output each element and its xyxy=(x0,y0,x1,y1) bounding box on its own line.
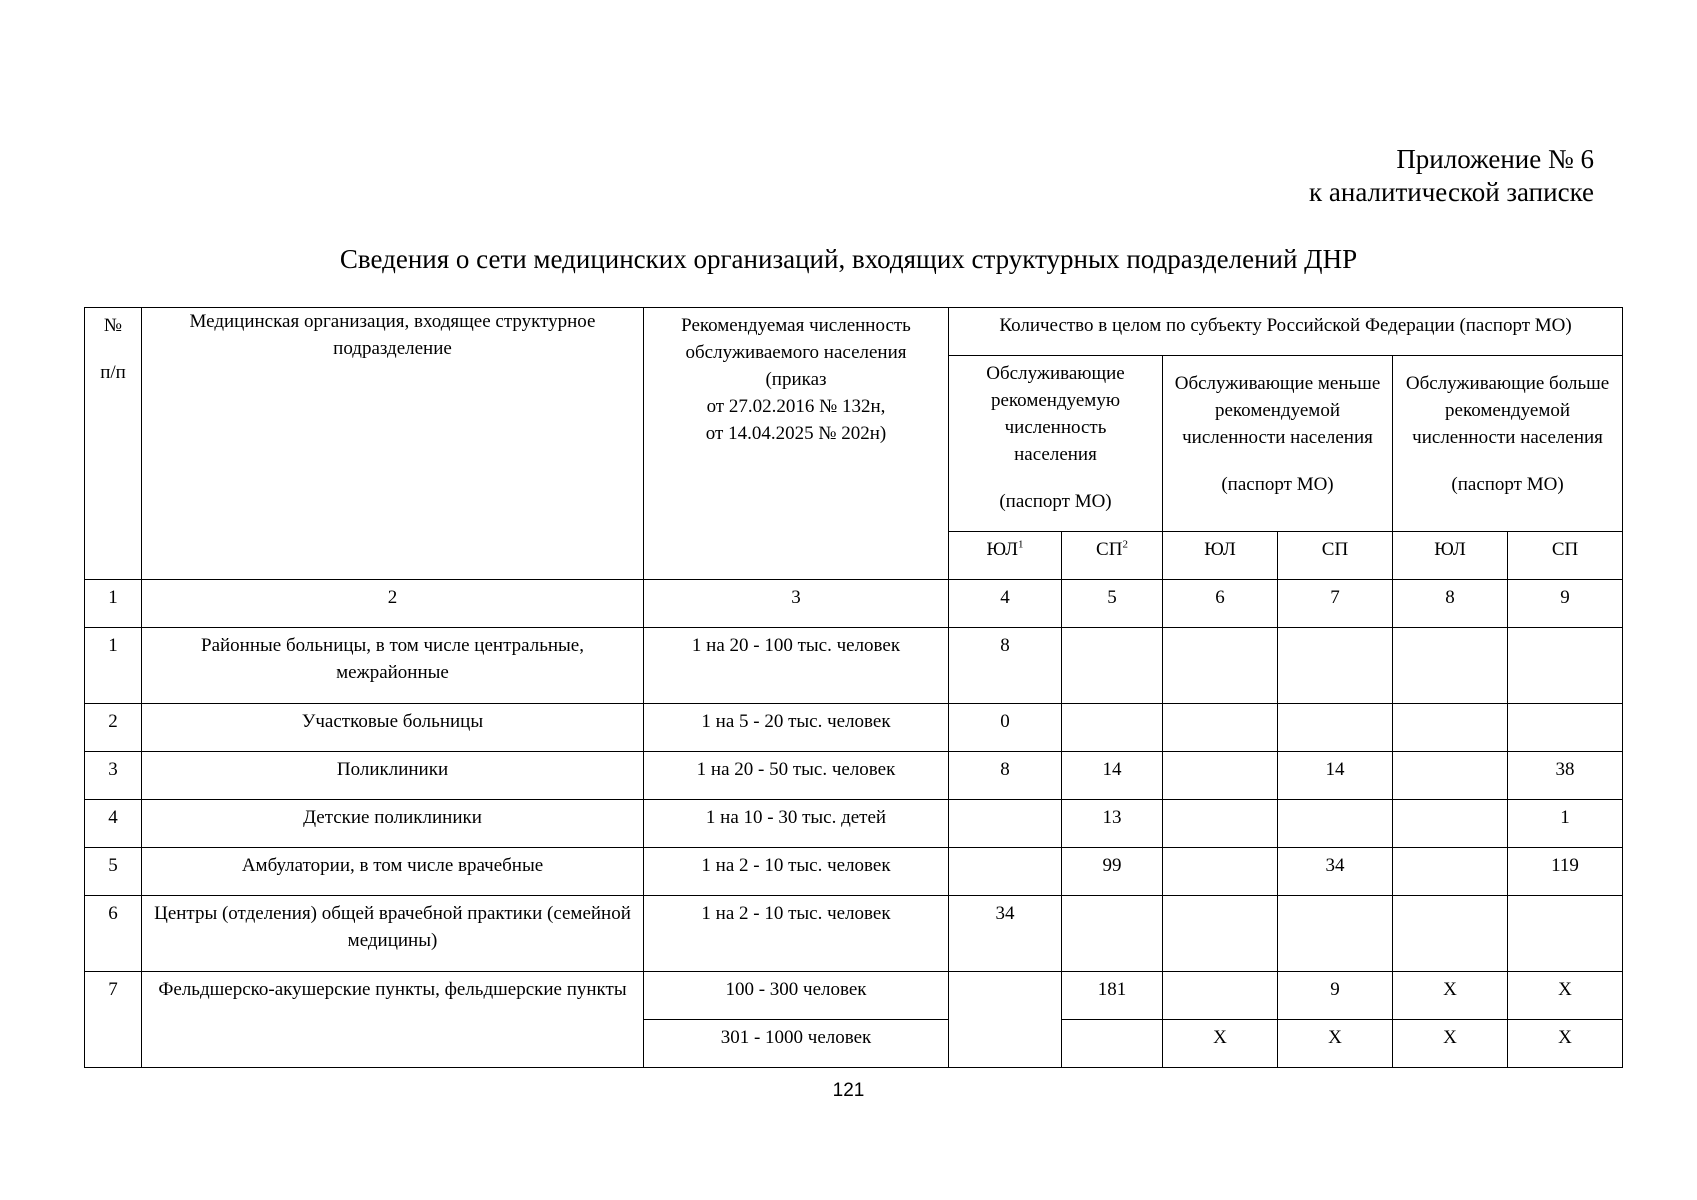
table-row xyxy=(85,628,1623,704)
table-row xyxy=(85,800,1623,848)
cell-sp-recommended xyxy=(1062,628,1163,704)
cell-yul-more xyxy=(1393,704,1508,752)
column-number-row xyxy=(85,580,1623,628)
cell-sp-more: Х xyxy=(1508,1020,1623,1068)
cell-yul-less xyxy=(1163,972,1278,1020)
cell-yul-less xyxy=(1163,628,1278,704)
cell-sp-less: Х xyxy=(1278,1020,1393,1068)
row-number: 6 xyxy=(85,896,142,972)
cell-yul-less xyxy=(1163,848,1278,896)
recommended-norm: 1 на 2 - 10 тыс. человек xyxy=(644,848,949,896)
cell-yul-less xyxy=(1163,704,1278,752)
table-row xyxy=(85,848,1623,896)
cell-sp-less: 14 xyxy=(1278,752,1393,800)
organization-name: Фельдшерско-акушерские пункты, фельдшерские пункты xyxy=(142,972,644,1068)
cell-sp-more xyxy=(1508,628,1623,704)
cell-yul-more: Х xyxy=(1393,972,1508,1020)
row-number: 5 xyxy=(85,848,142,896)
cell-yul-more xyxy=(1393,896,1508,972)
cell-sp-more xyxy=(1508,704,1623,752)
header-number-cell xyxy=(85,308,142,580)
organization-name: Центры (отделения) общей врачебной практики (семейной медицины) xyxy=(142,896,644,972)
column-number: 9 xyxy=(1508,580,1623,628)
recommended-norm: 100 - 300 человек xyxy=(644,972,949,1020)
header-sp-less: СП xyxy=(1278,532,1393,580)
table-row xyxy=(85,752,1623,800)
cell-sp-more: 38 xyxy=(1508,752,1623,800)
header-serving-more: Обслуживающие больше рекомендуемой численности населения (паспорт МО) xyxy=(1393,356,1623,532)
header-row xyxy=(85,308,1623,356)
header-number-pp: п/п xyxy=(100,362,126,383)
cell-sp-recommended: 14 xyxy=(1062,752,1163,800)
recommended-norm: 1 на 2 - 10 тыс. человек xyxy=(644,896,949,972)
row-number: 1 xyxy=(85,628,142,704)
page-number: 121 xyxy=(832,1080,865,1101)
header-organization: Медицинская организация, входящее структурное подразделение xyxy=(142,308,644,580)
cell-yul-more xyxy=(1393,752,1508,800)
footnote-2-marker: 2 xyxy=(1122,538,1128,551)
cell-yul-more: Х xyxy=(1393,1020,1508,1068)
cell-sp-less xyxy=(1278,896,1393,972)
cell-yul-recommended: 8 xyxy=(949,628,1062,704)
cell-sp-recommended xyxy=(1062,896,1163,972)
recommended-norm: 1 на 20 - 50 тыс. человек xyxy=(644,752,949,800)
cell-yul-recommended: 0 xyxy=(949,704,1062,752)
column-number: 8 xyxy=(1393,580,1508,628)
column-number: 6 xyxy=(1163,580,1278,628)
appendix-heading xyxy=(1309,143,1594,209)
recommended-norm: 1 на 20 - 100 тыс. человек xyxy=(644,628,949,704)
appendix-reference: к аналитической записке xyxy=(1309,177,1594,207)
cell-yul-less xyxy=(1163,800,1278,848)
column-number: 1 xyxy=(85,580,142,628)
header-sp-recommended: $СП^2$ xyxy=(1062,532,1163,580)
cell-sp-recommended: 181 xyxy=(1062,972,1163,1020)
row-number: 3 xyxy=(85,752,142,800)
cell-sp-more: 119 xyxy=(1508,848,1623,896)
organization-name: Районные больницы, в том числе центральные, межрайонные xyxy=(142,628,644,704)
appendix-number: Приложение № 6 xyxy=(1396,144,1594,174)
table-row xyxy=(85,896,1623,972)
cell-yul-less xyxy=(1163,896,1278,972)
organization-name: Поликлиники xyxy=(142,752,644,800)
cell-yul-more xyxy=(1393,628,1508,704)
cell-yul-recommended: 34 xyxy=(949,896,1062,972)
cell-sp-more: Х xyxy=(1508,972,1623,1020)
cell-sp-less xyxy=(1278,800,1393,848)
cell-yul-less xyxy=(1163,752,1278,800)
header-yul-recommended: $ЮЛ^1$ xyxy=(949,532,1062,580)
header-yul-less: ЮЛ xyxy=(1163,532,1278,580)
recommended-norm: 1 на 5 - 20 тыс. человек xyxy=(644,704,949,752)
column-number: 3 xyxy=(644,580,949,628)
cell-yul-recommended xyxy=(949,848,1062,896)
organization-name: Детские поликлиники xyxy=(142,800,644,848)
medical-network-table xyxy=(84,307,1623,1068)
table-row xyxy=(85,704,1623,752)
cell-yul-more xyxy=(1393,848,1508,896)
header-yul-more: ЮЛ xyxy=(1393,532,1508,580)
cell-yul-recommended xyxy=(949,800,1062,848)
recommended-norm: 301 - 1000 человек xyxy=(644,1020,949,1068)
cell-sp-recommended xyxy=(1062,704,1163,752)
document-title: Сведения о сети медицинских организаций, входящих структурных подразделений ДНР xyxy=(339,244,1358,274)
organization-name: Амбулатории, в том числе врачебные xyxy=(142,848,644,896)
column-number: 4 xyxy=(949,580,1062,628)
row-number: 7 xyxy=(85,972,142,1068)
column-number: 7 xyxy=(1278,580,1393,628)
cell-sp-recommended: 13 xyxy=(1062,800,1163,848)
cell-sp-less xyxy=(1278,628,1393,704)
header-serving-less: Обслуживающие меньше рекомендуемой численности населения (паспорт МО) xyxy=(1163,356,1393,532)
cell-yul-recommended xyxy=(949,972,1062,1068)
header-number-sign: № xyxy=(103,315,123,336)
column-number: 5 xyxy=(1062,580,1163,628)
cell-sp-recommended xyxy=(1062,1020,1163,1068)
header-sp-more: СП xyxy=(1508,532,1623,580)
recommended-norm: 1 на 10 - 30 тыс. детей xyxy=(644,800,949,848)
column-number: 2 xyxy=(142,580,644,628)
cell-yul-less: Х xyxy=(1163,1020,1278,1068)
row-number: 2 xyxy=(85,704,142,752)
cell-sp-less xyxy=(1278,704,1393,752)
header-total-by-subject: Количество в целом по субъекту Российской Федерации (паспорт МО) xyxy=(949,308,1623,356)
cell-yul-recommended: 8 xyxy=(949,752,1062,800)
table-row xyxy=(85,972,1623,1020)
cell-sp-recommended: 99 xyxy=(1062,848,1163,896)
header-serving-recommended: Обслуживающие рекомендуемую численность населения (паспорт МО) xyxy=(949,356,1163,532)
cell-sp-more: 1 xyxy=(1508,800,1623,848)
row-number: 4 xyxy=(85,800,142,848)
cell-sp-less: 34 xyxy=(1278,848,1393,896)
cell-sp-less: 9 xyxy=(1278,972,1393,1020)
cell-yul-more xyxy=(1393,800,1508,848)
organization-name: Участковые больницы xyxy=(142,704,644,752)
header-recommended-population: Рекомендуемая численность обслуживаемого населения (приказ от 27.02.2016 № 132н, от 14.04.2025 № 202н) xyxy=(644,308,949,580)
footnote-1-marker: 1 xyxy=(1017,538,1024,551)
cell-sp-more xyxy=(1508,896,1623,972)
